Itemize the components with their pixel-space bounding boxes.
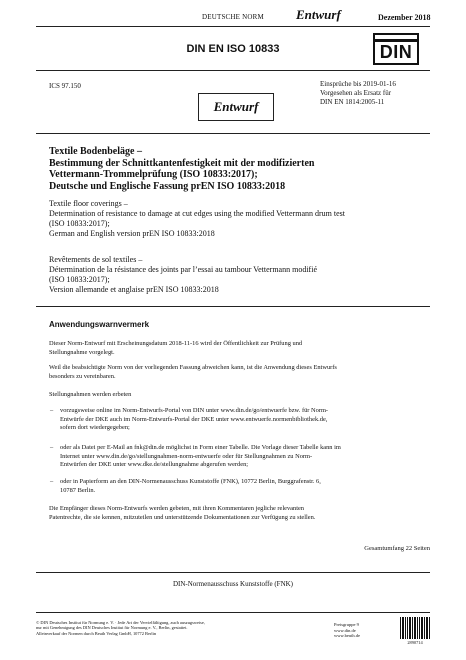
text-line: Preisgruppe 9 bbox=[334, 622, 359, 627]
text-line: oder in Papierform an den DIN-Normenausschuss Kunststoffe (FNK), 10772 Berlin, Burggrafenstr. 6, bbox=[60, 478, 321, 485]
title-en-line: (ISO 10833:2017); bbox=[49, 219, 110, 228]
text-line: Stellungnahme vorgelegt. bbox=[49, 348, 115, 356]
text-line: © DIN Deutsches Institut für Normung e. V. · Jede Art der Vervielfältigung, auch auszugsweise, bbox=[36, 620, 205, 625]
beuth-website-link[interactable]: www.beuth.de bbox=[334, 633, 360, 638]
title-de-line: Bestimmung der Schnittkantenfestigkeit mit der modifizierten bbox=[49, 157, 315, 169]
title-en-line: Determination of resistance to damage at cut edges using the modified Vettermann drum test bbox=[49, 209, 345, 218]
title-english bbox=[49, 199, 439, 239]
title-fr-line: Détermination de la résistance des joints par l’essai au tambour Vettermann modifié bbox=[49, 265, 317, 274]
price-group bbox=[334, 622, 394, 639]
text-line: Weil die beabsichtigte Norm von der vorliegenden Fassung abweichen kann, ist die Anwendung dieses Entwurfs bbox=[49, 364, 337, 371]
dash-marker: – bbox=[50, 407, 54, 414]
text-line: 10787 Berlin. bbox=[60, 486, 96, 494]
barcode-icon bbox=[400, 617, 430, 639]
text-line: besonders zu vereinbaren. bbox=[49, 372, 116, 380]
text-line: nur mit Genehmigung des DIN Deutsches Institut für Normung e. V., Berlin, gestattet. bbox=[36, 625, 188, 631]
text-line: Patentrechte, die sie kennen, mitzuteilen und unterstützende Dokumentationen zur Verfügung zu stellen. bbox=[49, 513, 316, 521]
committee-rule bbox=[36, 572, 430, 573]
dash-marker: – bbox=[50, 478, 54, 485]
replacement-note: Vorgesehen als Ersatz für bbox=[320, 89, 392, 97]
title-de-line: Vettermann-Trommelprüfung (ISO 10833:2017); bbox=[49, 169, 258, 180]
din-logo-text: DIN bbox=[379, 42, 413, 62]
draft-badge: Entwurf bbox=[198, 93, 274, 121]
ics-code: ICS 97.150 bbox=[49, 82, 81, 90]
objection-deadline: Einsprüche bis 2019-01-16 bbox=[320, 80, 396, 88]
text-line: oder als Datei per E-Mail an fnk@din.de möglichst in Form einer Tabelle. Die Vorlage dieser Tabelle kann im bbox=[60, 444, 341, 451]
top-rule bbox=[36, 26, 430, 27]
title-en-line: Textile floor coverings – bbox=[49, 199, 128, 208]
patent-notice bbox=[49, 505, 429, 522]
issue-date: Dezember 2018 bbox=[378, 13, 431, 22]
replaced-standard: DIN EN 1814:2005-11 bbox=[320, 98, 385, 106]
bullet-online-portal bbox=[50, 407, 420, 433]
text-line: Dieser Norm-Entwurf mit Erscheinungsdatum 2018-11-16 wird der Öffentlichkeit zur Prüfung und bbox=[49, 340, 303, 347]
title-german bbox=[49, 146, 429, 192]
title-de-line: Textile Bodenbeläge – bbox=[49, 146, 142, 157]
title-french bbox=[49, 255, 439, 295]
comments-requested: Stellungnahmen werden erbeten bbox=[49, 391, 132, 398]
committee-name: DIN-Normenausschuss Kunststoffe (FNK) bbox=[172, 580, 294, 588]
dash-marker: – bbox=[50, 444, 54, 451]
bullet-email bbox=[50, 444, 420, 470]
standard-number: DIN EN ISO 10833 bbox=[186, 43, 280, 55]
warning-paragraph-2 bbox=[49, 364, 429, 381]
replacement-info bbox=[320, 80, 430, 107]
text-line: Entwürfen der DKE unter www.dke.de/stellungnahme abgerufen werden; bbox=[60, 461, 249, 469]
text-line: sofern dort wiedergegeben; bbox=[60, 424, 130, 432]
bullet-paper bbox=[50, 478, 420, 495]
doc-type-label: DEUTSCHE NORM bbox=[202, 13, 264, 21]
barcode-number: 2890714 bbox=[407, 640, 423, 645]
text-line: Entwürfe der DKE auch im Norm-Entwurfs-Portal der DKE unter www.entwuerfe.normenbibliothek.de, bbox=[60, 415, 328, 423]
din-logo bbox=[373, 33, 419, 65]
text-line: Die Empfänger dieses Norm-Entwurfs werden gebeten, mit ihren Kommentaren jegliche relevanten bbox=[49, 505, 304, 512]
draft-label: Entwurf bbox=[296, 7, 341, 22]
footer-rule bbox=[36, 612, 430, 613]
page-count: Gesamtumfang 22 Seiten bbox=[364, 545, 430, 552]
warning-title: Anwendungswarnvermerk bbox=[49, 320, 150, 329]
text-line: Alleinverkauf der Normen durch Beuth Verlag GmbH, 10772 Berlin bbox=[36, 630, 157, 636]
title-fr-line: (ISO 10833:2017); bbox=[49, 275, 110, 284]
title-fr-line: Revêtements de sol textiles – bbox=[49, 255, 143, 264]
copyright-notice bbox=[36, 620, 316, 636]
title-de-line: Deutsche und Englische Fassung prEN ISO 10833:2018 bbox=[49, 180, 286, 192]
warning-paragraph-1 bbox=[49, 340, 429, 357]
title-fr-line: Version allemande et anglaise prEN ISO 10833:2018 bbox=[49, 285, 219, 294]
warning-rule bbox=[36, 306, 430, 307]
title-rule bbox=[36, 133, 430, 134]
text-line: Internet unter www.din.de/go/stellungnahmen-norm-entwuerfe oder für Stellungnahmen zu Norm- bbox=[60, 452, 313, 460]
header-rule bbox=[36, 70, 430, 71]
din-website-link[interactable]: www.din.de bbox=[334, 627, 356, 633]
text-line: vorzugsweise online im Norm-Entwurfs-Portal von DIN unter www.din.de/go/entwuerfe bzw. für Norm- bbox=[60, 407, 329, 414]
title-en-line: German and English version prEN ISO 10833:2018 bbox=[49, 229, 215, 238]
